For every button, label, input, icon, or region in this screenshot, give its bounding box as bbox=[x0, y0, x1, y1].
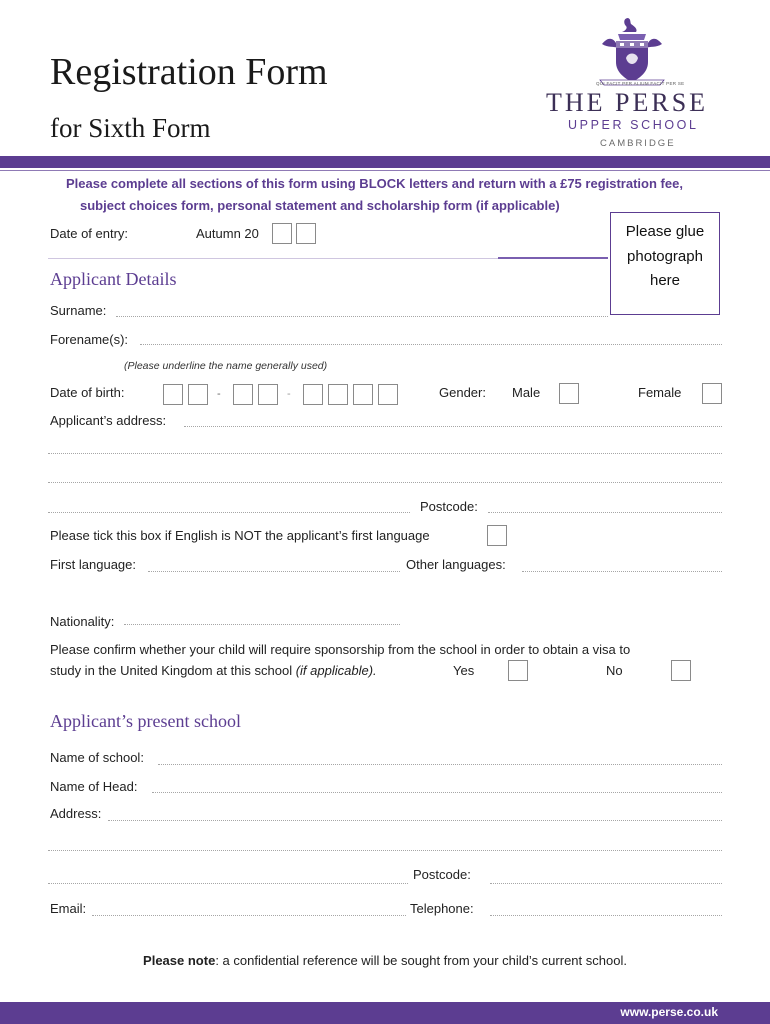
website-link[interactable]: www.perse.co.uk bbox=[620, 1005, 718, 1019]
surname-input[interactable] bbox=[116, 316, 608, 317]
telephone-label: Telephone: bbox=[410, 901, 474, 916]
forenames-label: Forename(s): bbox=[50, 332, 129, 347]
dob-separator-2: - bbox=[287, 388, 291, 400]
surname-label: Surname: bbox=[50, 303, 107, 318]
email-label: Email: bbox=[50, 901, 87, 916]
email-input[interactable] bbox=[92, 915, 406, 916]
form-title: Registration Form bbox=[50, 51, 328, 93]
applicant-postcode-input[interactable] bbox=[488, 512, 722, 513]
applicant-details-heading: Applicant Details bbox=[50, 269, 177, 289]
school-address-line-1[interactable] bbox=[108, 820, 722, 821]
visa-question-line-1: Please confirm whether your child will require sponsorship from the school in order to obtain a visa to bbox=[50, 642, 631, 657]
visa-no-checkbox[interactable] bbox=[671, 660, 691, 681]
gender-female-label: Female bbox=[638, 385, 682, 400]
dob-month-digit-1[interactable] bbox=[233, 384, 253, 405]
gender-male-checkbox[interactable] bbox=[559, 383, 579, 404]
school-crest-logo bbox=[596, 14, 685, 86]
dob-year-digit-4[interactable] bbox=[378, 384, 398, 405]
visa-no-label: No bbox=[606, 663, 623, 678]
instructions-line-1: Please complete all sections of this form using BLOCK letters and return with a £75 registration fee, bbox=[66, 176, 683, 191]
underline-note: (Please underline the name generally used) bbox=[124, 360, 328, 372]
school-address-line-2[interactable] bbox=[48, 850, 722, 851]
school-address-line-3[interactable] bbox=[48, 883, 408, 884]
photo-text-line-3: here bbox=[649, 272, 681, 289]
gender-label: Gender: bbox=[439, 385, 486, 400]
telephone-input[interactable] bbox=[490, 915, 722, 916]
school-address-label: Address: bbox=[50, 806, 102, 821]
dob-year-digit-3[interactable] bbox=[353, 384, 373, 405]
applicant-address-label: Applicant’s address: bbox=[50, 413, 167, 428]
dob-year-digit-2[interactable] bbox=[328, 384, 348, 405]
section-rule-accent bbox=[498, 257, 608, 259]
entry-term-label: Autumn 20 bbox=[196, 226, 259, 241]
visa-yes-checkbox[interactable] bbox=[508, 660, 528, 681]
applicant-address-line-3[interactable] bbox=[48, 482, 722, 483]
date-of-entry-label: Date of entry: bbox=[50, 226, 129, 241]
visa-question-line-2 bbox=[50, 663, 377, 678]
nationality-input[interactable] bbox=[124, 624, 400, 625]
gender-male-label: Male bbox=[512, 385, 541, 400]
head-name-label: Name of Head: bbox=[50, 779, 138, 794]
entry-year-digit-1[interactable] bbox=[272, 223, 292, 244]
school-postcode-input[interactable] bbox=[490, 883, 722, 884]
school-postcode-label: Postcode: bbox=[413, 867, 471, 882]
applicant-postcode-label: Postcode: bbox=[420, 499, 478, 514]
first-language-input[interactable] bbox=[148, 571, 400, 572]
visa-yes-label: Yes bbox=[453, 663, 475, 678]
first-language-label: First language: bbox=[50, 557, 136, 572]
dob-separator-1: - bbox=[217, 388, 221, 400]
dob-label: Date of birth: bbox=[50, 385, 125, 400]
applicant-address-line-1[interactable] bbox=[184, 426, 722, 427]
photo-placeholder bbox=[610, 212, 720, 315]
forenames-input[interactable] bbox=[140, 344, 722, 345]
head-name-input[interactable] bbox=[152, 792, 722, 793]
present-school-heading: Applicant’s present school bbox=[50, 711, 241, 731]
note-bold: Please note bbox=[143, 953, 216, 968]
photo-text-line-2: photograph bbox=[627, 247, 703, 265]
form-subtitle: for Sixth Form bbox=[50, 113, 211, 143]
visa-question-text: study in the United Kingdom at this school bbox=[50, 663, 293, 678]
instructions-line-2: subject choices form, personal statement and scholarship form (if applicable) bbox=[80, 198, 560, 213]
dob-day-digit-1[interactable] bbox=[163, 384, 183, 405]
school-name-input[interactable] bbox=[158, 764, 722, 765]
other-languages-input[interactable] bbox=[522, 571, 722, 572]
school-city: CAMBRIDGE bbox=[600, 138, 676, 149]
school-name: THE PERSE bbox=[546, 88, 709, 117]
school-motto: QUI FACIT PER ALIUM FACIT PER SE bbox=[596, 81, 685, 86]
dob-month-digit-2[interactable] bbox=[258, 384, 278, 405]
nationality-label: Nationality: bbox=[50, 614, 115, 629]
school-name-label: Name of school: bbox=[50, 750, 144, 765]
visa-applicable-note: (if applicable). bbox=[295, 663, 377, 678]
header-bar-rule bbox=[0, 170, 770, 171]
dob-year-digit-1[interactable] bbox=[303, 384, 323, 405]
photo-text-line-1: Please glue bbox=[625, 223, 705, 240]
english-not-first-checkbox[interactable] bbox=[487, 525, 507, 546]
english-tick-label: Please tick this box if English is NOT the applicant’s first language bbox=[50, 528, 430, 543]
dob-day-digit-2[interactable] bbox=[188, 384, 208, 405]
applicant-address-line-4[interactable] bbox=[48, 512, 410, 513]
other-languages-label: Other languages: bbox=[406, 557, 506, 572]
gender-female-checkbox[interactable] bbox=[702, 383, 722, 404]
applicant-address-line-2[interactable] bbox=[48, 453, 722, 454]
header-bar bbox=[0, 156, 770, 168]
note-text: : a confidential reference will be sought from your child’s current school. bbox=[215, 953, 627, 968]
school-subtitle: UPPER SCHOOL bbox=[568, 118, 699, 132]
entry-year-digit-2[interactable] bbox=[296, 223, 316, 244]
confidential-note bbox=[0, 953, 770, 968]
